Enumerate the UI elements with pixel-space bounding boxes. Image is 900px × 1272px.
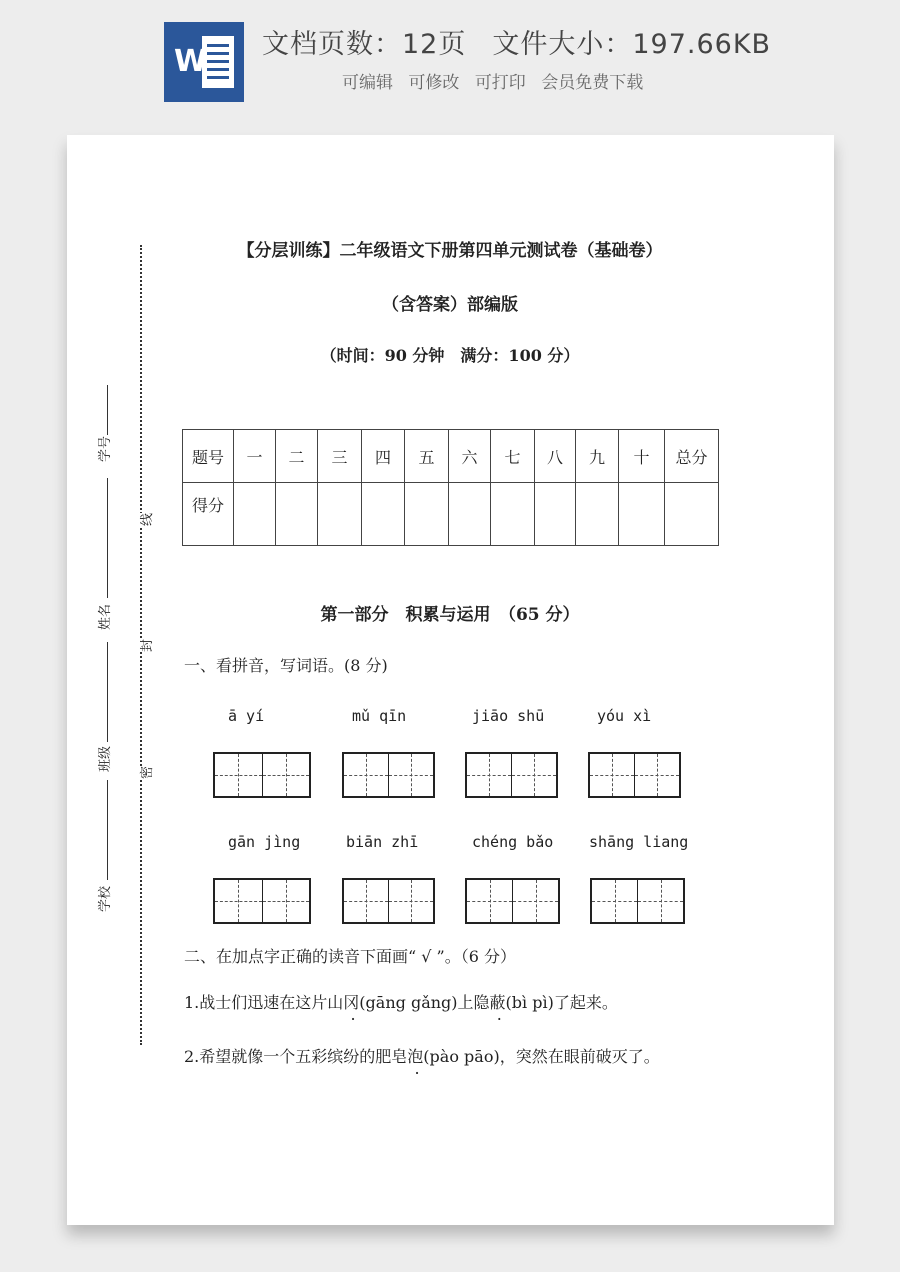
- pinyin-label: biān zhī: [346, 833, 419, 851]
- binding-mark-line: 线: [136, 513, 155, 526]
- score-table-header-row: [183, 430, 719, 483]
- page-count: 文档页数：12页: [262, 29, 467, 60]
- score-cell[interactable]: [276, 483, 318, 546]
- student-id-line: [107, 385, 109, 435]
- score-cell[interactable]: [535, 483, 576, 546]
- school-label: 学校: [98, 885, 113, 912]
- sentence-text[interactable]: (pào pāo)，突然在眼前破灭了。: [423, 1047, 660, 1066]
- exam-title: 【分层训练】二年级语文下册第四单元测试卷（基础卷）: [237, 241, 663, 261]
- exam-time-info: （时间：90 分钟 满分：100 分）: [320, 346, 580, 365]
- sentence-one: [184, 990, 618, 1013]
- writing-grid[interactable]: [342, 878, 435, 924]
- table-header-cell: 九: [576, 430, 619, 483]
- table-header-cell: 五: [405, 430, 449, 483]
- sentence-text[interactable]: (gāng gǎng)上隐: [359, 993, 490, 1012]
- binding-mark-seal: 封: [136, 639, 155, 652]
- score-cell[interactable]: [449, 483, 491, 546]
- table-header-cell: 六: [449, 430, 491, 483]
- download-header: [0, 0, 900, 120]
- file-meta: [262, 22, 771, 61]
- pinyin-label: shāng liang: [589, 833, 689, 851]
- school-line: [107, 780, 109, 880]
- question-one: 一、看拼音，写词语。(8 分): [184, 656, 388, 675]
- writing-grid[interactable]: [342, 752, 435, 798]
- word-icon-letter: W: [174, 44, 208, 79]
- score-cell[interactable]: [619, 483, 665, 546]
- table-header-cell: 二: [276, 430, 318, 483]
- pinyin-label: yóu xì: [597, 707, 652, 725]
- score-table: [182, 429, 719, 546]
- class-line: [107, 642, 109, 742]
- pinyin-label: mǔ qīn: [352, 707, 407, 725]
- score-cell[interactable]: [665, 483, 719, 546]
- dotted-char: 泡: [407, 1047, 424, 1066]
- feature-editable: 可编辑: [342, 73, 393, 93]
- score-cell[interactable]: [234, 483, 276, 546]
- score-cell[interactable]: [576, 483, 619, 546]
- word-icon: [164, 22, 244, 102]
- name-label: 姓名: [98, 603, 113, 630]
- writing-grid[interactable]: [213, 752, 311, 798]
- writing-grid[interactable]: [465, 878, 560, 924]
- score-cell[interactable]: [362, 483, 405, 546]
- table-header-cell: 一: [234, 430, 276, 483]
- feature-modifiable: 可修改: [408, 73, 460, 93]
- feature-member-download: 会员免费下载: [541, 73, 644, 93]
- dotted-char: 冈: [343, 993, 360, 1012]
- pinyin-label: ā yí: [228, 707, 265, 725]
- feature-list: [342, 68, 653, 93]
- score-cell[interactable]: [318, 483, 362, 546]
- table-header-cell: 七: [491, 430, 535, 483]
- file-size: 文件大小：197.66KB: [492, 29, 772, 60]
- writing-grid[interactable]: [213, 878, 311, 924]
- writing-grid[interactable]: [465, 752, 558, 798]
- table-header-cell: 题号: [183, 430, 234, 483]
- feature-printable: 可打印: [474, 73, 526, 93]
- table-header-cell: 八: [535, 430, 576, 483]
- pinyin-label: gān jìng: [228, 833, 301, 851]
- table-row-label: 得分: [183, 483, 234, 546]
- dotted-char: 蔽: [489, 993, 506, 1012]
- score-cell[interactable]: [491, 483, 535, 546]
- student-id-label: 学号: [98, 435, 113, 462]
- score-table-score-row: [183, 483, 719, 546]
- class-label: 班级: [98, 745, 113, 772]
- sentence-two: [184, 1044, 660, 1067]
- writing-grid[interactable]: [590, 878, 685, 924]
- score-cell[interactable]: [405, 483, 449, 546]
- sentence-text: 2.希望就像一个五彩缤纷的肥皂: [184, 1047, 408, 1066]
- exam-subtitle: （含答案）部编版: [382, 295, 518, 315]
- part-one-heading: 第一部分 积累与运用 （65 分）: [320, 605, 580, 625]
- sentence-text[interactable]: (bì pì)了起来。: [505, 993, 618, 1012]
- table-header-cell: 四: [362, 430, 405, 483]
- question-two: 二、在加点字正确的读音下面画“ √ ”。（6 分）: [184, 947, 516, 966]
- writing-grid[interactable]: [588, 752, 681, 798]
- pinyin-label: chéng bǎo: [472, 833, 554, 851]
- table-header-cell: 十: [619, 430, 665, 483]
- binding-mark-secret: 密: [136, 766, 155, 779]
- sentence-text: 1.战士们迅速在这片山: [184, 993, 344, 1012]
- table-header-cell: 总分: [665, 430, 719, 483]
- pinyin-label: jiāo shū: [472, 707, 545, 725]
- table-header-cell: 三: [318, 430, 362, 483]
- name-line: [107, 478, 109, 598]
